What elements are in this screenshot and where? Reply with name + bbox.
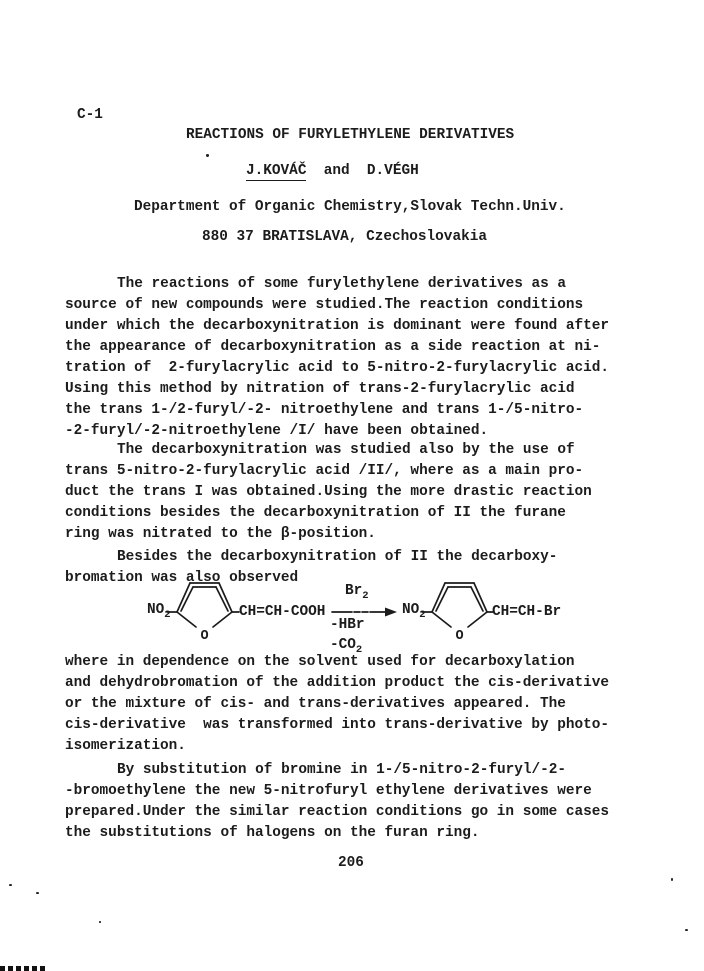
nitro-group-label: $NO_2$ [402,602,426,621]
text-line: isomerization. [65,738,186,754]
session-code: C-1 [77,107,103,123]
reagent-above-arrow-label: $Br_2$ [345,583,369,602]
text-line: conditions besides the decarboxynitration of II the furane [65,505,566,521]
author-primary: J.KOVÁČ [246,163,307,179]
scan-speck [99,921,101,923]
author-secondary: D.VÉGH [366,163,419,179]
page-number: 206 [338,855,364,871]
text-line: the trans 1-/2-furyl/-2- nitroethylene and trans 1-/5-nitro- [65,402,584,418]
author-connector: and [306,163,367,179]
text-line: ring was nitrated to the β-position. [65,526,376,542]
text-line: The reactions of some furylethylene derivatives as a [117,276,567,292]
affiliation-line: Department of Organic Chemistry,Slovak Techn.Univ. [134,199,566,215]
ring-oxygen-label: O [200,629,209,644]
text-line: trans 5-nitro-2-furylacrylic acid /II/, where as a main pro- [65,463,584,479]
paragraph-2 [65,440,592,545]
byproduct-label-co2: $-CO_2$ [330,637,363,656]
text-line: bromation was also observed [65,570,299,586]
scan-speck [9,884,12,886]
paragraph-4 [65,652,609,757]
text-line: where in dependence on the solvent used for decarboxylation [65,654,575,670]
text-line: tration of 2-furylacrylic acid to 5-nitro-2-furylacrylic acid. [65,360,610,376]
authors-line [246,163,419,180]
address-line: 880 37 BRATISLAVA, Czechoslovakia [202,229,487,245]
scan-artifact-bar [0,966,46,971]
text-line: cis-derivative was transformed into trans-derivative by photo- [65,717,610,733]
text-line: Using this method by nitration of trans-2-furylacrylic acid [65,381,575,397]
scan-speck [206,154,209,157]
text-line: the substitutions of halogens on the furan ring. [65,825,480,841]
text-line: Besides the decarboxynitration of II the decarboxy- [117,549,558,565]
text-line: or the mixture of cis- and trans-derivatives appeared. The [65,696,566,712]
scan-speck [685,929,688,931]
byproduct-label-hbr: -HBr [330,617,365,633]
text-line: -bromoethylene the new 5-nitrofuryl ethylene derivatives were [65,783,592,799]
ring-oxygen-label: O [455,629,464,644]
scan-speck [671,878,673,881]
text-line: -2-furyl/-2-nitroethylene /I/ have been obtained. [65,423,489,439]
reaction-arrow-icon [332,608,397,617]
text-line: The decarboxynitration was studied also by the use of [117,442,575,458]
text-line: the appearance of decarboxynitration as a side reaction at ni- [65,339,601,355]
paragraph-1 [65,274,609,442]
product-chain-label: CH=CH-Br [492,604,562,620]
paragraph-5 [65,760,609,844]
text-line: source of new compounds were studied.The reaction conditions [65,297,584,313]
text-line: under which the decarboxynitration is dominant were found after [65,318,610,334]
scan-speck [36,892,39,894]
paper-title: REACTIONS OF FURYLETHYLENE DERIVATIVES [186,127,515,143]
nitro-group-label: $NO_2$ [147,602,171,621]
furan-ring-reactant [167,583,239,644]
text-line: By substitution of bromine in 1-/5-nitro-2-furyl/-2- [117,762,567,778]
text-line: and dehydrobromation of the addition product the cis-derivative [65,675,610,691]
text-line: prepared.Under the similar reaction conditions go in some cases [65,804,610,820]
text-line: duct the trans I was obtained.Using the more drastic reaction [65,484,592,500]
reactant-chain-label: CH=CH-COOH [239,604,326,620]
furan-ring-product [422,583,494,644]
